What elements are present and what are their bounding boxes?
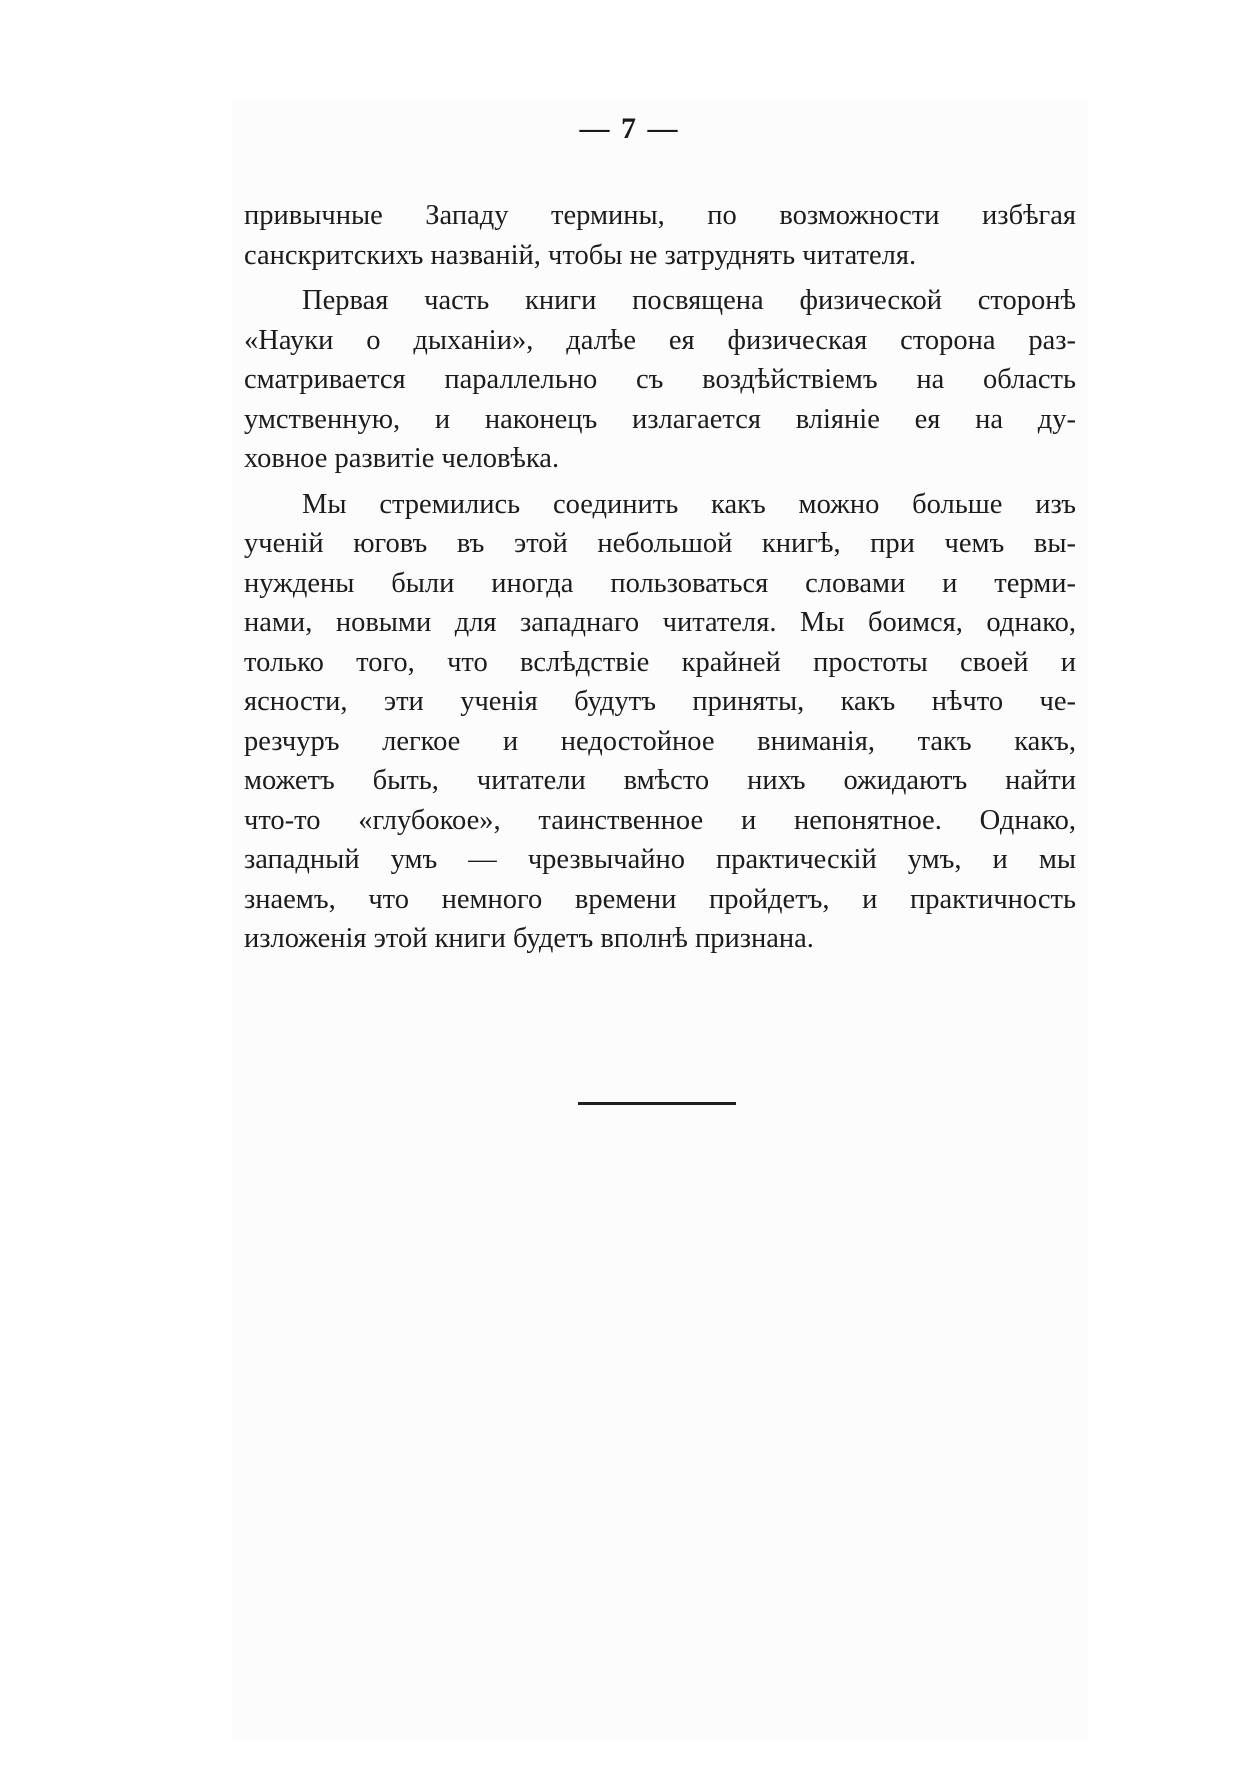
text-line: знаемъ, что немного времени пройдетъ, и практичность (244, 883, 1076, 915)
text-line: сматривается параллельно съ воздѣйствіемъ на область (244, 364, 1076, 395)
text-line: ученій юговъ въ этой небольшой книгѣ, при чемъ вы- (244, 528, 1076, 559)
text-line: западный умъ — чрезвычайно практическій умъ, и мы (244, 844, 1076, 875)
text-line: нуждены были иногда пользоваться словами и терми- (244, 567, 1076, 599)
text-line: нами, новыми для западнаго читателя. Мы боимся, однако, (244, 607, 1076, 638)
text-line: резчуръ легкое и недостойное вниманія, такъ какъ, (244, 725, 1076, 757)
text-line: изложенія этой книги будетъ вполнѣ признана. (244, 923, 814, 954)
text-line: Мы стремились соединить какъ можно больше изъ (302, 488, 1076, 520)
text-line: ясности, эти ученія будутъ приняты, какъ нѣчто че- (244, 686, 1076, 717)
body-text (244, 196, 1076, 959)
section-end-rule (578, 1102, 736, 1105)
text-line: привычные Западу термины, по возможности избѣгая (244, 200, 1076, 231)
text-line: только того, что вслѣдствіе крайней простоты своей и (244, 646, 1076, 678)
text-line: ховное развитіе человѣка. (244, 443, 560, 474)
text-line: можетъ быть, читатели вмѣсто нихъ ожидаютъ найти (244, 765, 1076, 796)
text-line: «Науки о дыханіи», далѣе ея физическая сторона раз- (244, 324, 1076, 356)
text-line: что-то «глубокое», таинственное и непонятное. Однако, (244, 804, 1076, 836)
page-number: — 7 — (579, 112, 680, 145)
text-line: умственную, и наконецъ излагается вліяніе ея на ду- (244, 403, 1076, 435)
text-line: Первая часть книги посвящена физической сторонѣ (302, 285, 1076, 316)
text-line: санскритскихъ названій, чтобы не затруднять читателя. (244, 239, 917, 271)
